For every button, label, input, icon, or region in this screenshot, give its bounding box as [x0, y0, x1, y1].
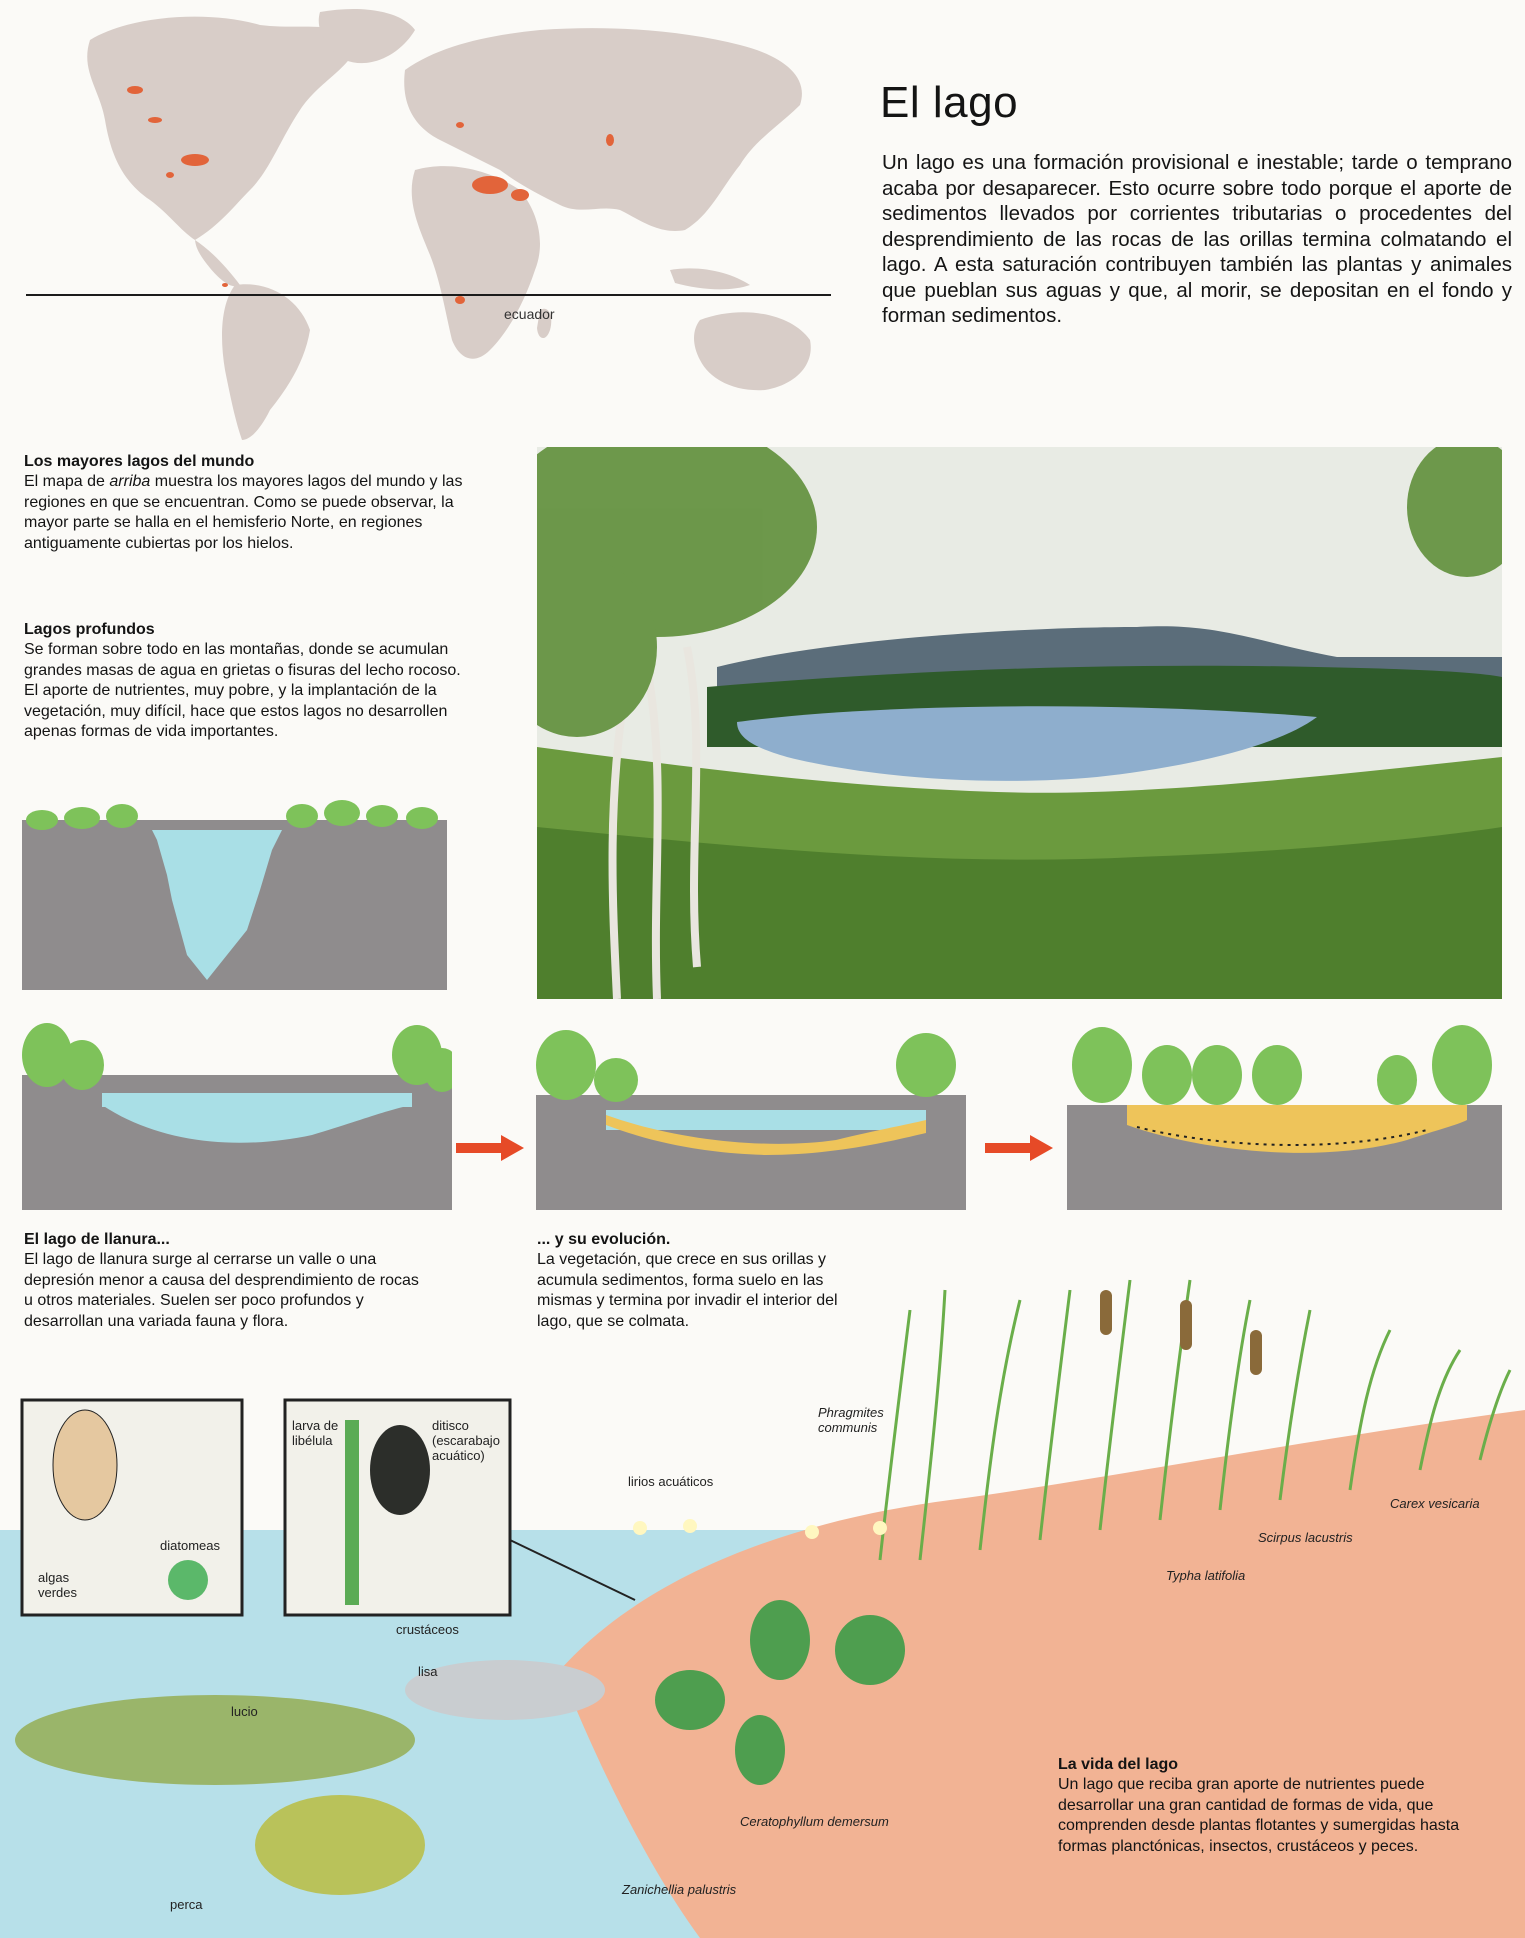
section-mayores-text	[24, 472, 464, 554]
equator-label: ecuador	[504, 306, 555, 322]
label-lucio: lucio	[231, 1704, 258, 1719]
label-diatomeas: diatomeas	[160, 1538, 220, 1553]
label-zanichellia: Zanichellia palustris	[622, 1882, 737, 1897]
lake-winnipeg-mark	[166, 172, 174, 178]
beetle	[370, 1425, 430, 1515]
indonesia-shape	[670, 268, 750, 289]
perch-fish	[255, 1795, 425, 1895]
section-evolucion-text: La vegetación, que crece en sus orillas y acumula sedimentos, forma suelo en las mismas y termina por invadir el interior del lago, que se colmata.	[537, 1251, 838, 1330]
label-lisa: lisa	[418, 1664, 438, 1679]
lake-landscape-photo	[537, 447, 1502, 999]
lake-baikal-mark	[606, 134, 614, 146]
page-title: El lago	[880, 78, 1019, 127]
deep-lake-diagram	[22, 780, 447, 990]
section-vida	[1058, 1755, 1498, 1857]
section-mayores-title: Los mayores lagos del mundo	[24, 453, 255, 470]
lake-victoria-mark	[455, 296, 465, 304]
pike-fish	[15, 1695, 415, 1785]
australia-shape	[694, 312, 811, 390]
section-mayores	[24, 452, 464, 554]
evolving-lake-diagram	[536, 1015, 966, 1210]
arrow-stage-1	[456, 1133, 526, 1163]
section-profundos-text: Se forman sobre todo en las montañas, donde se acumulan grandes masas de agua en grietas o fisuras del lecho rocoso. El aporte de nutrientes, muy pobre, y la implantación de la vegetación, muy difícil, hace que estos lagos no desarrollen apenas formas de vida importantes.	[24, 641, 461, 740]
label-phragmites: Phragmites communis	[818, 1405, 884, 1435]
intro-paragraph: Un lago es una formación provisional e inestable; tarde o temprano acaba por desaparecer. Esto ocurre sobre todo porque el aporte de sedimentos llevados por corrientes tributarias o procedentes del desprendimiento de las rocas de las orillas termina colmatando el lago. A esta saturación contribuyen también las plantas y animales que pueblan sus aguas y que, al morir, se depositan en el fondo y forman sedimentos.	[882, 151, 1512, 327]
aral-sea-mark	[511, 189, 529, 201]
plain-lake-diagram	[22, 1015, 452, 1210]
south-america-shape	[222, 284, 310, 440]
north-america-shape	[87, 17, 360, 240]
section-profundos	[24, 620, 464, 743]
label-larva: larva de libélula	[292, 1418, 339, 1448]
great-lakes-mark	[181, 154, 209, 166]
section-evolucion-title: ... y su evolución.	[537, 1231, 671, 1248]
label-lirios: lirios acuáticos	[628, 1474, 714, 1489]
label-perca: perca	[170, 1897, 203, 1912]
section-llanura-text: El lago de llanura surge al cerrarse un valle o una depresión menor a causa del desprendimiento de rocas u otros materiales. Suelen ser poco profundos y desarrollan una variada fauna y flora.	[24, 1251, 419, 1330]
great-slave-lake-mark	[148, 117, 162, 123]
arrow-stage-2	[985, 1133, 1055, 1163]
label-ceratophyllum: Ceratophyllum demersum	[740, 1814, 889, 1829]
filled-lake-diagram	[1067, 1015, 1502, 1210]
caspian-sea-mark	[472, 176, 508, 194]
section-mayores-text-em: arriba	[109, 473, 151, 490]
section-mayores-text-before: El mapa de	[24, 473, 110, 490]
label-carex: Carex vesicaria	[1390, 1496, 1480, 1511]
label-typha: Typha latifolia	[1166, 1568, 1246, 1583]
section-vida-text: Un lago que reciba gran aporte de nutrientes puede desarrollar una gran cantidad de formas de vida, que comprenden desde plantas flotantes y sumergidas hasta formas planctónicas, insectos, crustáceos y peces.	[1058, 1776, 1460, 1855]
section-vida-title: La vida del lago	[1058, 1756, 1179, 1773]
label-scirpus: Scirpus lacustris	[1258, 1530, 1353, 1545]
label-crustaceos: crustáceos	[396, 1622, 459, 1637]
label-algas: algas verdes	[38, 1570, 78, 1600]
equator-line	[26, 294, 831, 296]
section-mayores-text-after: muestra los mayores lagos del mundo y las regiones en que se encuentran. Como se puede observar, la mayor parte se halla en el hemisferio Norte, en regiones antiguamente cubiertas por los hielos.	[24, 473, 463, 552]
lake-ladoga-mark	[456, 122, 464, 128]
lake-titicaca-mark	[222, 283, 228, 287]
great-bear-lake-mark	[127, 86, 143, 94]
green-alga	[168, 1560, 208, 1600]
world-map	[20, 0, 830, 445]
label-ditisco: ditisco (escarabajo acuático)	[432, 1418, 500, 1463]
central-america-shape	[195, 240, 240, 286]
section-profundos-title: Lagos profundos	[24, 621, 155, 638]
section-llanura-title: El lago de llanura...	[24, 1231, 170, 1248]
